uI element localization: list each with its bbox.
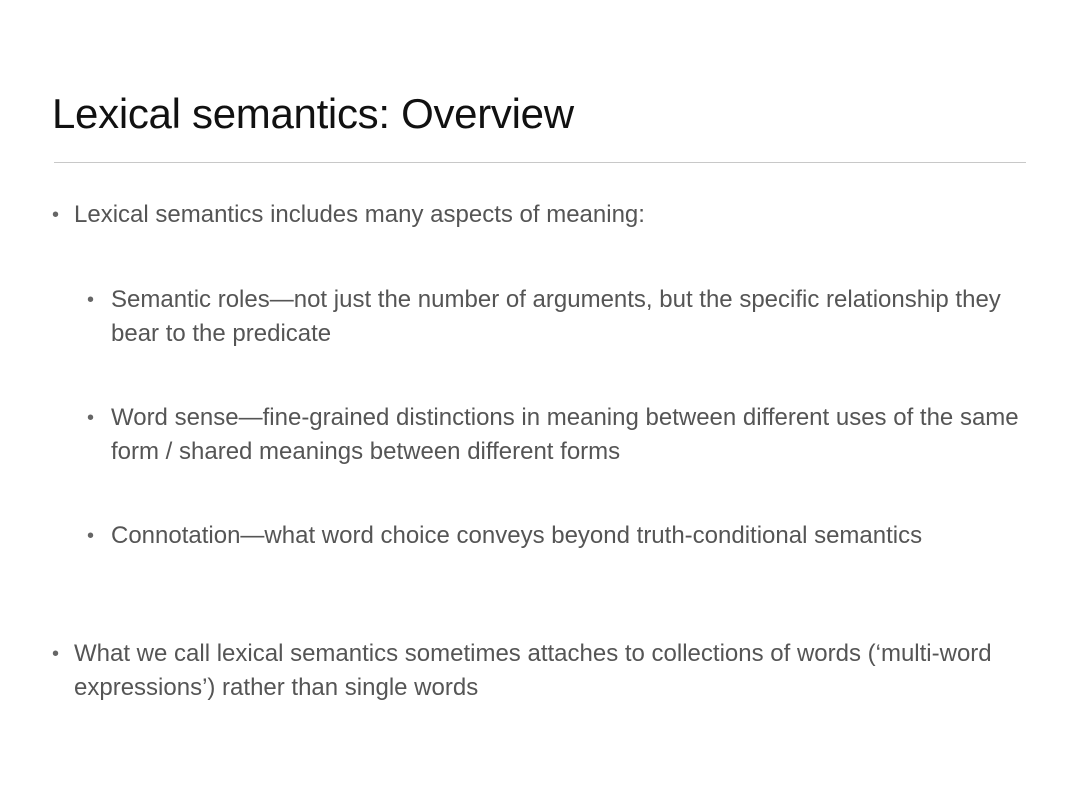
title-divider bbox=[54, 162, 1026, 163]
bullet-text: Lexical semantics includes many aspects of meaning: bbox=[74, 201, 645, 228]
bullet-dot-icon: • bbox=[87, 525, 95, 547]
bullet-dot-icon: • bbox=[87, 407, 95, 429]
bullet-item-4 bbox=[87, 519, 1031, 553]
bullet-item-5 bbox=[52, 637, 1034, 705]
bullet-item-1 bbox=[52, 198, 1034, 232]
bullet-dot-icon: • bbox=[87, 289, 95, 311]
bullet-dot-icon: • bbox=[52, 204, 60, 226]
bullet-text: Connotation—what word choice conveys beyond truth-conditional semantics bbox=[111, 522, 923, 549]
bullet-text: What we call lexical semantics sometimes attaches to collections of words (‘multi-word expressions’) rather than single words bbox=[74, 640, 992, 701]
slide-title: Lexical semantics: Overview bbox=[52, 90, 574, 137]
bullet-text: Word sense—fine-grained distinctions in meaning between different uses of the same form / shared meanings between different forms bbox=[111, 404, 1019, 465]
bullet-text: Semantic roles—not just the number of arguments, but the specific relationship they bear to the predicate bbox=[111, 286, 1001, 347]
bullet-item-2 bbox=[87, 283, 1031, 351]
bullet-item-3 bbox=[87, 401, 1031, 469]
bullet-dot-icon: • bbox=[52, 643, 60, 665]
